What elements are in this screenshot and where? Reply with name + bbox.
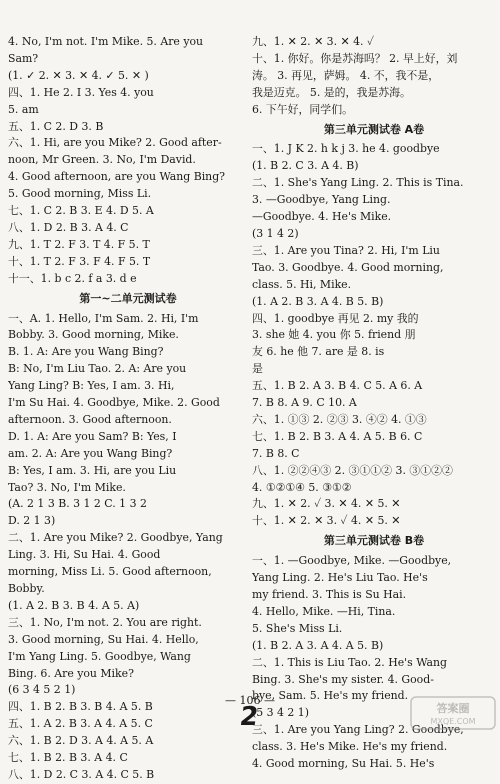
watermark-logo	[410, 696, 496, 730]
answer-line: 四、1. He 2. I 3. Yes 4. you	[8, 85, 154, 99]
answer-line: Yang Ling. 2. He's Liu Tao. He's	[252, 571, 428, 585]
section-heading: 第一~二单元测试卷	[79, 291, 177, 305]
answer-line: Bing. 6. Are you Mike?	[8, 666, 134, 680]
answer-line: D. 2 1 3)	[8, 514, 56, 528]
answer-line: 九、1. ✕ 2. ✕ 3. ✕ 4. ✓	[252, 35, 374, 48]
answer-line: 六、1. Hi, are you Mike? 2. Good after-	[8, 136, 222, 150]
answer-line: (6 3 4 5 2 1)	[8, 683, 76, 697]
answer-line: morning, Miss Li. 5. Good afternoon,	[8, 565, 212, 579]
answer-line: 十、1. T 2. F 3. F 4. F 5. T	[8, 254, 151, 268]
section-heading: 第三单元测试卷 B卷	[323, 534, 425, 548]
answer-line: my friend. 3. This is Su Hai.	[252, 588, 407, 601]
answer-line: 十、1. 你好。你是苏海吗？ 2. 早上好，刘	[252, 51, 458, 65]
answer-line: noon, Mr Green. 3. No, I'm David.	[8, 153, 196, 167]
left-column	[8, 34, 248, 784]
answer-line: 5. Good morning, Miss Li.	[8, 187, 152, 201]
answer-line: (3 1 4 2)	[252, 226, 299, 240]
answer-line: 涛。 3. 再见，萨姆。 4. 不，我不是，	[252, 68, 440, 82]
answer-line: afternoon. 3. Good afternoon.	[8, 412, 172, 426]
answer-line: (1. B 2. A 3. A 4. A 5. B)	[252, 638, 384, 652]
right-column	[252, 34, 496, 773]
answer-line: 六、1. ①③ 2. ②③ 3. ④② 4. ①③	[252, 412, 427, 426]
answer-line: class. 5. Hi, Mike.	[252, 277, 352, 291]
answer-line: (1. ✓ 2. ✕ 3. ✕ 4. ✓ 5. ✕ )	[8, 68, 149, 82]
answer-line: 3. she 她 4. you 你 5. friend 朋	[252, 328, 416, 342]
answer-line: 一、1. J K 2. h k j 3. he 4. goodbye	[252, 142, 440, 156]
answer-line: B: No, I'm Liu Tao. 2. A: Are you	[8, 362, 187, 376]
answer-line: 友 6. he 他 7. are 是 8. is	[252, 345, 385, 359]
answer-line: class. 3. He's Mike. He's my friend.	[252, 740, 448, 754]
answer-line: 七、1. C 2. B 3. E 4. D 5. A	[8, 204, 154, 218]
answer-line: 八、1. D 2. C 3. A 4. C 5. B	[8, 767, 155, 781]
answer-line: Ling. 3. Hi, Su Hai. 4. Good	[8, 548, 161, 562]
answer-line: B: Yes, I am. 3. Hi, are you Liu	[8, 463, 177, 477]
answer-line: I'm Su Hai. 4. Goodbye, Mike. 2. Good	[8, 396, 220, 410]
svg-text:答案圈: 答案圈	[436, 702, 470, 715]
answer-line: Tao? 3. No, I'm Mike.	[8, 480, 126, 494]
answer-line: 四、1. B 2. B 3. B 4. A 5. B	[8, 700, 153, 714]
answer-line: 一、A. 1. Hello, I'm Sam. 2. Hi, I'm	[8, 311, 199, 325]
answer-line: 十一、1. b c 2. f a 3. d e	[8, 271, 137, 285]
answer-line: 4. No, I'm not. I'm Mike. 5. Are you	[8, 35, 204, 48]
answer-line: 五、1. B 2. A 3. B 4. C 5. A 6. A	[252, 379, 423, 393]
answer-line: 5. She's Miss Li.	[252, 621, 343, 635]
answer-line: bye, Sam. 5. He's my friend.	[252, 689, 409, 703]
answer-line: 我是迈克。 5. 是的，我是苏海。	[252, 85, 411, 99]
answer-line: 一、1. —Goodbye, Mike. —Goodbye,	[252, 554, 452, 568]
answer-line: (1. A 2. B 3. A 4. B 5. B)	[252, 294, 384, 308]
svg-text:MXQE.COM: MXQE.COM	[430, 717, 476, 726]
answer-line: 八、1. D 2. B 3. A 4. C	[8, 220, 129, 234]
answer-line: Sam?	[8, 51, 39, 65]
answer-line: I'm Yang Ling. 5. Goodbye, Wang	[8, 649, 191, 663]
answer-line: 三、1. Are you Tina? 2. Hi, I'm Liu	[252, 243, 440, 257]
answer-line: 五、1. C 2. D 3. B	[8, 119, 104, 133]
answer-line: (1. A 2. B 3. B 4. A 5. A)	[8, 598, 140, 612]
page-number: — 106 —	[225, 694, 275, 707]
answer-line: 六、1. B 2. D 3. A 4. A 5. A	[8, 734, 154, 748]
answer-line: 七、1. B 2. B 3. A 4. C	[8, 751, 128, 765]
answer-line: 5. am	[8, 102, 39, 116]
answer-line: 十、1. ✕ 2. ✕ 3. ✓ 4. ✕ 5. ✕	[252, 514, 401, 528]
answer-line: 七、1. B 2. B 3. A 4. A 5. B 6. C	[252, 429, 423, 443]
answer-line: 三、1. No, I'm not. 2. You are right.	[8, 615, 202, 629]
answer-line: 7. B 8. C	[252, 446, 300, 460]
answer-line: 五、1. A 2. B 3. A 4. A 5. C	[8, 717, 153, 731]
answer-line: am. 2. A: Are you Wang Bing?	[8, 446, 173, 460]
answer-line: 是	[252, 362, 263, 376]
answer-line: (1. B 2. C 3. A 4. B)	[252, 159, 359, 173]
answer-line: (A. 2 1 3 B. 3 1 2 C. 1 3 2	[8, 497, 147, 511]
answer-line: 4. Good morning, Su Hai. 5. He's	[252, 757, 435, 771]
answer-line: 二、1. She's Yang Ling. 2. This is Tina.	[252, 176, 464, 190]
answer-line: 4. Hello, Mike. —Hi, Tina.	[252, 604, 396, 618]
answer-line: Bing. 3. She's my sister. 4. Good-	[252, 672, 434, 686]
answer-line: 九、1. ✕ 2. ✓ 3. ✕ 4. ✕ 5. ✕	[252, 497, 401, 511]
answer-line: Bobby. 3. Good morning, Mike.	[8, 328, 179, 342]
answer-line: (5 3 4 2 1)	[252, 706, 309, 720]
answer-line: 3. Good morning, Su Hai. 4. Hello,	[8, 632, 199, 646]
answer-line: 九、1. T 2. F 3. T 4. F 5. T	[8, 237, 150, 251]
answer-line: 6. 下午好，同学们。	[252, 102, 353, 116]
answer-line: Bobby.	[8, 582, 45, 595]
answer-line: 四、1. goodbye 再见 2. my 我的	[252, 311, 419, 325]
answer-line: Yang Ling? B: Yes, I am. 3. Hi,	[8, 379, 175, 393]
answer-line: B. 1. A: Are you Wang Bing?	[8, 345, 164, 359]
answer-line: —Goodbye. 4. He's Mike.	[252, 210, 392, 224]
answer-line: 八、1. ②②④③ 2. ③①①② 3. ③①②②	[252, 463, 453, 477]
answer-line: 3. —Goodbye, Yang Ling.	[252, 193, 391, 207]
answer-line: 二、1. This is Liu Tao. 2. He's Wang	[252, 655, 447, 669]
answer-line: Tao. 3. Goodbye. 4. Good morning,	[252, 260, 444, 274]
answer-line: 4. Good afternoon, are you Wang Bing?	[8, 170, 226, 184]
section-heading: 第三单元测试卷 A卷	[323, 122, 425, 136]
answer-line: 7. B 8. A 9. C 10. A	[252, 396, 357, 410]
answer-line: 三、1. Are you Yang Ling? 2. Goodbye,	[252, 723, 464, 737]
answer-line: 二、1. Are you Mike? 2. Goodbye, Yang	[8, 531, 223, 545]
answer-line: D. 1. A: Are you Sam? B: Yes, I	[8, 429, 177, 443]
handwritten-mark: 2	[237, 702, 261, 732]
answer-line: 4. ①②①④ 5. ③①②	[252, 480, 352, 494]
